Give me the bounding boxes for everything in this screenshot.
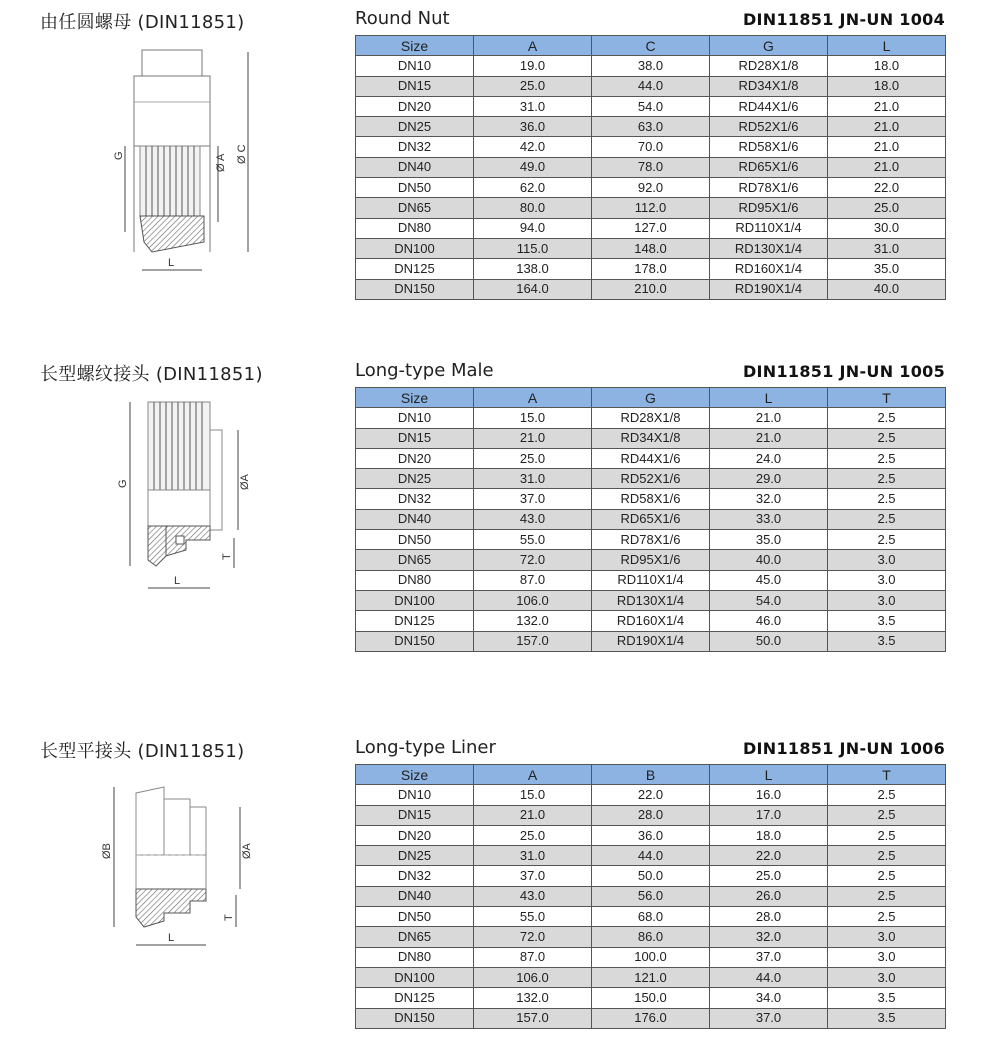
table-cell: 86.0 xyxy=(592,927,710,947)
table-cell: DN10 xyxy=(356,408,474,428)
col-header: Size xyxy=(356,388,474,408)
col-header: A xyxy=(474,36,592,56)
table-cell: 55.0 xyxy=(474,907,592,927)
section-en-title: Round Nut xyxy=(355,8,450,29)
table-cell: DN15 xyxy=(356,805,474,825)
section-code: DIN11851 JN-UN 1005 xyxy=(742,362,945,381)
table-cell: 44.0 xyxy=(710,967,828,987)
table-cell: 3.0 xyxy=(828,947,946,967)
dim-label-t: T xyxy=(223,914,235,921)
table-row xyxy=(356,509,946,529)
table-header-row xyxy=(356,765,946,785)
table-cell: 2.5 xyxy=(828,530,946,550)
table-cell: 3.0 xyxy=(828,967,946,987)
table-cell: 25.0 xyxy=(710,866,828,886)
table-row xyxy=(356,96,946,116)
table-cell: 42.0 xyxy=(474,137,592,157)
table-cell: 2.5 xyxy=(828,846,946,866)
table-cell: DN80 xyxy=(356,218,474,238)
col-header: A xyxy=(474,765,592,785)
table-cell: 2.5 xyxy=(828,489,946,509)
table-cell: DN40 xyxy=(356,157,474,177)
table-cell: RD190X1/4 xyxy=(592,631,710,651)
table-cell: DN80 xyxy=(356,947,474,967)
table-cell: DN125 xyxy=(356,259,474,279)
table-cell: 25.0 xyxy=(828,198,946,218)
table-cell: RD78X1/6 xyxy=(592,530,710,550)
table-cell: DN10 xyxy=(356,56,474,76)
table-cell: DN125 xyxy=(356,611,474,631)
table-header-row xyxy=(356,36,946,56)
table-cell: 112.0 xyxy=(592,198,710,218)
table-cell: 26.0 xyxy=(710,886,828,906)
dim-label-g: G xyxy=(117,479,129,488)
dim-label-c: Ø C xyxy=(236,144,248,164)
table-cell: 2.5 xyxy=(828,825,946,845)
table-cell: 3.5 xyxy=(828,1008,946,1028)
table-cell: 127.0 xyxy=(592,218,710,238)
table-cell: 55.0 xyxy=(474,530,592,550)
table-cell: 22.0 xyxy=(828,178,946,198)
table-cell: 68.0 xyxy=(592,907,710,927)
table-cell: RD95X1/6 xyxy=(592,550,710,570)
table-cell: DN65 xyxy=(356,927,474,947)
section-cn-title: 由任圆螺母 (DIN11851) xyxy=(40,12,245,33)
table-cell: 3.0 xyxy=(828,927,946,947)
table-row xyxy=(356,238,946,258)
table-cell: DN40 xyxy=(356,509,474,529)
table-cell: DN50 xyxy=(356,178,474,198)
table-cell: 43.0 xyxy=(474,886,592,906)
table-cell: RD28X1/8 xyxy=(592,408,710,428)
table-row xyxy=(356,137,946,157)
table-cell: 3.5 xyxy=(828,631,946,651)
table-cell: DN150 xyxy=(356,1008,474,1028)
table-cell: 40.0 xyxy=(828,279,946,299)
table-cell: 2.5 xyxy=(828,428,946,448)
long-type-male-drawing xyxy=(100,390,270,630)
table-cell: RD65X1/6 xyxy=(710,157,828,177)
table-cell: RD95X1/6 xyxy=(710,198,828,218)
dim-label-l: L xyxy=(168,932,175,944)
table-row xyxy=(356,927,946,947)
table-cell: 31.0 xyxy=(828,238,946,258)
table-cell: 31.0 xyxy=(474,846,592,866)
col-header: L xyxy=(828,36,946,56)
table-cell: 16.0 xyxy=(710,785,828,805)
table-cell: 43.0 xyxy=(474,509,592,529)
table-cell: 35.0 xyxy=(710,530,828,550)
table-cell: RD44X1/6 xyxy=(592,448,710,468)
dim-label-b: ØB xyxy=(101,843,113,859)
table-cell: DN15 xyxy=(356,76,474,96)
table-cell: 3.0 xyxy=(828,590,946,610)
table-row xyxy=(356,550,946,570)
table-cell: 210.0 xyxy=(592,279,710,299)
table-cell: 2.5 xyxy=(828,866,946,886)
table-cell: 132.0 xyxy=(474,988,592,1008)
table-cell: 29.0 xyxy=(710,469,828,489)
table-row xyxy=(356,947,946,967)
table-cell: RD58X1/6 xyxy=(710,137,828,157)
table-row xyxy=(356,178,946,198)
col-header: A xyxy=(474,388,592,408)
table-cell: 21.0 xyxy=(710,408,828,428)
section-code: DIN11851 JN-UN 1006 xyxy=(742,739,945,758)
table-cell: 106.0 xyxy=(474,967,592,987)
table-cell: RD160X1/4 xyxy=(710,259,828,279)
table-cell: DN25 xyxy=(356,117,474,137)
table-cell: 2.5 xyxy=(828,785,946,805)
table-row xyxy=(356,56,946,76)
table-cell: DN65 xyxy=(356,198,474,218)
table-cell: DN25 xyxy=(356,469,474,489)
col-header: Size xyxy=(356,765,474,785)
table-cell: 32.0 xyxy=(710,927,828,947)
table-cell: 2.5 xyxy=(828,509,946,529)
table-cell: 36.0 xyxy=(474,117,592,137)
long-type-liner-drawing xyxy=(100,777,270,1007)
table-row xyxy=(356,448,946,468)
table-row xyxy=(356,846,946,866)
table-cell: DN50 xyxy=(356,907,474,927)
table-cell: 37.0 xyxy=(710,1008,828,1028)
table-cell: 50.0 xyxy=(710,631,828,651)
table-cell: 46.0 xyxy=(710,611,828,631)
round-nut-drawing xyxy=(100,42,270,312)
table-cell: RD78X1/6 xyxy=(710,178,828,198)
table-row xyxy=(356,530,946,550)
section-cn-title: 长型平接头 (DIN11851) xyxy=(40,741,245,762)
table-cell: 121.0 xyxy=(592,967,710,987)
table-cell: 25.0 xyxy=(474,448,592,468)
table-cell: 44.0 xyxy=(592,846,710,866)
table-cell: DN40 xyxy=(356,886,474,906)
table-row xyxy=(356,76,946,96)
section-en-title: Long-type Male xyxy=(355,360,494,381)
table-cell: RD160X1/4 xyxy=(592,611,710,631)
table-body xyxy=(356,408,946,652)
table-cell: 87.0 xyxy=(474,570,592,590)
col-header: G xyxy=(592,388,710,408)
table-cell: 35.0 xyxy=(828,259,946,279)
table-cell: RD44X1/6 xyxy=(710,96,828,116)
table-cell: RD190X1/4 xyxy=(710,279,828,299)
table-cell: 92.0 xyxy=(592,178,710,198)
table-cell: 56.0 xyxy=(592,886,710,906)
col-header: L xyxy=(710,388,828,408)
table-cell: RD130X1/4 xyxy=(710,238,828,258)
table-row xyxy=(356,428,946,448)
table-row xyxy=(356,279,946,299)
table-row xyxy=(356,785,946,805)
table-row xyxy=(356,1008,946,1028)
table-row xyxy=(356,967,946,987)
table-cell: 34.0 xyxy=(710,988,828,1008)
table-cell: RD34X1/8 xyxy=(592,428,710,448)
table-cell: 164.0 xyxy=(474,279,592,299)
table-row xyxy=(356,988,946,1008)
table-row xyxy=(356,218,946,238)
table-cell: DN20 xyxy=(356,448,474,468)
table-cell: DN100 xyxy=(356,238,474,258)
table-cell: DN100 xyxy=(356,590,474,610)
table-cell: 28.0 xyxy=(592,805,710,825)
table-cell: 80.0 xyxy=(474,198,592,218)
table-cell: 24.0 xyxy=(710,448,828,468)
table-cell: 40.0 xyxy=(710,550,828,570)
col-header: T xyxy=(828,765,946,785)
table-row xyxy=(356,157,946,177)
table-cell: DN150 xyxy=(356,631,474,651)
table-cell: RD110X1/4 xyxy=(710,218,828,238)
table-cell: DN32 xyxy=(356,489,474,509)
table-cell: 176.0 xyxy=(592,1008,710,1028)
table-cell: 18.0 xyxy=(828,56,946,76)
table-cell: 49.0 xyxy=(474,157,592,177)
col-header: T xyxy=(828,388,946,408)
table-row xyxy=(356,631,946,651)
table-cell: DN100 xyxy=(356,967,474,987)
table-cell: DN25 xyxy=(356,846,474,866)
table-row xyxy=(356,198,946,218)
table-cell: 63.0 xyxy=(592,117,710,137)
table-row xyxy=(356,866,946,886)
table-cell: RD34X1/8 xyxy=(710,76,828,96)
table-cell: 18.0 xyxy=(828,76,946,96)
table-cell: 31.0 xyxy=(474,469,592,489)
table-cell: 38.0 xyxy=(592,56,710,76)
table-cell: 37.0 xyxy=(474,866,592,886)
col-header: G xyxy=(710,36,828,56)
table-cell: DN32 xyxy=(356,137,474,157)
table-cell: DN15 xyxy=(356,428,474,448)
table-cell: RD130X1/4 xyxy=(592,590,710,610)
table-cell: 138.0 xyxy=(474,259,592,279)
table-cell: 94.0 xyxy=(474,218,592,238)
table-cell: DN32 xyxy=(356,866,474,886)
table-cell: 44.0 xyxy=(592,76,710,96)
table-row xyxy=(356,408,946,428)
table-cell: RD110X1/4 xyxy=(592,570,710,590)
section-en-title: Long-type Liner xyxy=(355,737,496,758)
table-row xyxy=(356,590,946,610)
table-cell: 21.0 xyxy=(828,117,946,137)
table-cell: 87.0 xyxy=(474,947,592,967)
dim-label-l: L xyxy=(174,575,181,587)
col-header: L xyxy=(710,765,828,785)
table-row xyxy=(356,825,946,845)
table-cell: 150.0 xyxy=(592,988,710,1008)
table-row xyxy=(356,469,946,489)
table-cell: 15.0 xyxy=(474,408,592,428)
table-cell: 115.0 xyxy=(474,238,592,258)
table-cell: DN10 xyxy=(356,785,474,805)
table-cell: 2.5 xyxy=(828,469,946,489)
table-body xyxy=(356,785,946,1029)
table-cell: 31.0 xyxy=(474,96,592,116)
table-body xyxy=(356,56,946,300)
dim-label-a: ØA xyxy=(239,474,251,490)
dim-label-a: ØA xyxy=(241,843,253,859)
table-cell: 72.0 xyxy=(474,927,592,947)
long-type-liner-table xyxy=(355,764,946,1029)
table-cell: 178.0 xyxy=(592,259,710,279)
section-code: DIN11851 JN-UN 1004 xyxy=(742,10,945,29)
table-cell: 21.0 xyxy=(474,428,592,448)
table-cell: 157.0 xyxy=(474,631,592,651)
table-cell: 3.0 xyxy=(828,570,946,590)
table-cell: 15.0 xyxy=(474,785,592,805)
table-cell: 62.0 xyxy=(474,178,592,198)
table-cell: 37.0 xyxy=(710,947,828,967)
table-cell: 22.0 xyxy=(592,785,710,805)
table-row xyxy=(356,259,946,279)
col-header: C xyxy=(592,36,710,56)
table-cell: 50.0 xyxy=(592,866,710,886)
table-cell: 70.0 xyxy=(592,137,710,157)
table-cell: 37.0 xyxy=(474,489,592,509)
table-cell: RD65X1/6 xyxy=(592,509,710,529)
table-row xyxy=(356,611,946,631)
table-row xyxy=(356,805,946,825)
table-cell: DN125 xyxy=(356,988,474,1008)
table-cell: DN20 xyxy=(356,825,474,845)
table-cell: DN20 xyxy=(356,96,474,116)
section-cn-title: 长型螺纹接头 (DIN11851) xyxy=(40,364,263,385)
table-cell: 25.0 xyxy=(474,76,592,96)
col-header: Size xyxy=(356,36,474,56)
table-row xyxy=(356,886,946,906)
long-type-male-table xyxy=(355,387,946,652)
table-cell: 2.5 xyxy=(828,886,946,906)
table-cell: 25.0 xyxy=(474,825,592,845)
table-cell: 3.5 xyxy=(828,988,946,1008)
table-cell: 157.0 xyxy=(474,1008,592,1028)
table-cell: DN150 xyxy=(356,279,474,299)
table-cell: 33.0 xyxy=(710,509,828,529)
table-cell: 22.0 xyxy=(710,846,828,866)
table-cell: 21.0 xyxy=(828,137,946,157)
table-cell: 21.0 xyxy=(828,96,946,116)
table-cell: 2.5 xyxy=(828,907,946,927)
table-cell: DN65 xyxy=(356,550,474,570)
table-cell: 36.0 xyxy=(592,825,710,845)
table-cell: RD58X1/6 xyxy=(592,489,710,509)
table-header-row xyxy=(356,388,946,408)
table-cell: 54.0 xyxy=(710,590,828,610)
table-cell: 54.0 xyxy=(592,96,710,116)
table-cell: 100.0 xyxy=(592,947,710,967)
table-row xyxy=(356,117,946,137)
dim-label-t: T xyxy=(221,553,233,560)
table-cell: 17.0 xyxy=(710,805,828,825)
table-cell: 32.0 xyxy=(710,489,828,509)
round-nut-table xyxy=(355,35,946,300)
table-cell: RD28X1/8 xyxy=(710,56,828,76)
table-row xyxy=(356,907,946,927)
table-cell: 28.0 xyxy=(710,907,828,927)
table-cell: 3.0 xyxy=(828,550,946,570)
dim-label-a: Ø A xyxy=(215,153,227,172)
table-cell: 148.0 xyxy=(592,238,710,258)
table-cell: 21.0 xyxy=(474,805,592,825)
table-cell: 21.0 xyxy=(828,157,946,177)
table-cell: 2.5 xyxy=(828,448,946,468)
table-cell: 2.5 xyxy=(828,805,946,825)
table-cell: 30.0 xyxy=(828,218,946,238)
table-cell: 2.5 xyxy=(828,408,946,428)
table-cell: RD52X1/6 xyxy=(592,469,710,489)
table-cell: 19.0 xyxy=(474,56,592,76)
table-cell: DN50 xyxy=(356,530,474,550)
table-row xyxy=(356,570,946,590)
table-cell: 106.0 xyxy=(474,590,592,610)
table-cell: RD52X1/6 xyxy=(710,117,828,137)
table-cell: 21.0 xyxy=(710,428,828,448)
dim-label-l: L xyxy=(168,257,175,269)
table-cell: 18.0 xyxy=(710,825,828,845)
table-cell: 78.0 xyxy=(592,157,710,177)
table-cell: 3.5 xyxy=(828,611,946,631)
col-header: B xyxy=(592,765,710,785)
table-cell: 132.0 xyxy=(474,611,592,631)
table-cell: 72.0 xyxy=(474,550,592,570)
table-cell: 45.0 xyxy=(710,570,828,590)
dim-label-g: G xyxy=(113,151,125,160)
table-cell: DN80 xyxy=(356,570,474,590)
table-row xyxy=(356,489,946,509)
